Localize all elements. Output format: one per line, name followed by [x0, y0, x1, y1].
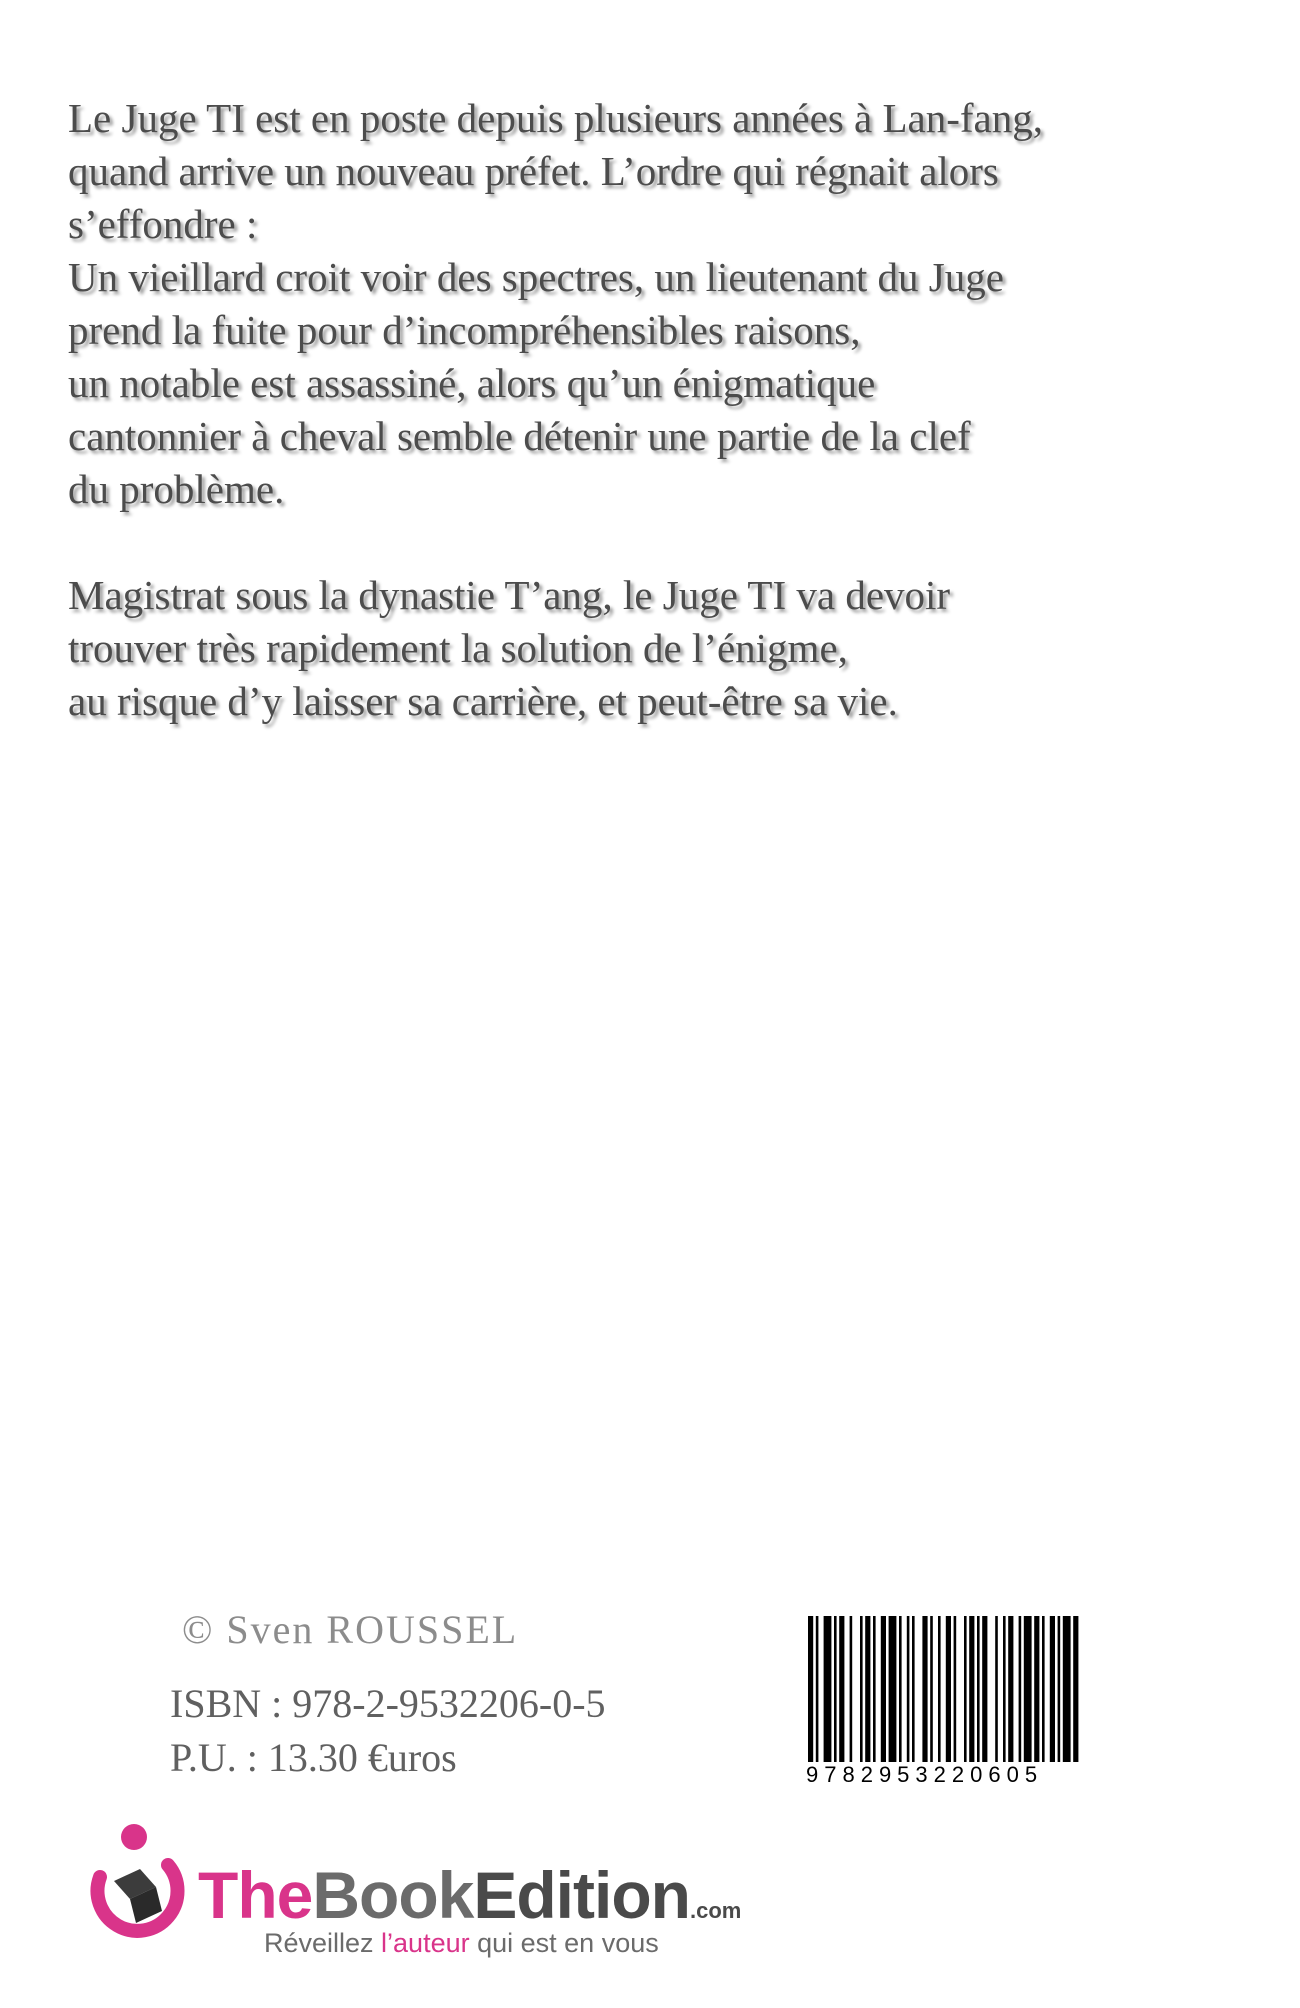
barcode-bar — [946, 1616, 951, 1766]
blurb-line: un notable est assassiné, alors qu’un énigmatique — [68, 360, 876, 406]
barcode-bar — [1058, 1616, 1061, 1766]
barcode-bar — [1050, 1616, 1055, 1766]
isbn-barcode — [804, 1616, 1106, 1787]
isbn-text: ISBN : 978-2-9532206-0-5 — [170, 1681, 606, 1726]
wordmark-edition: Edition — [473, 1858, 690, 1932]
barcode-bar — [839, 1616, 844, 1766]
tagline-start: Réveillez — [264, 1928, 382, 1958]
barcode-bar — [995, 1616, 998, 1766]
blurb-line: s’effondre : — [68, 201, 258, 247]
barcode-bar — [969, 1616, 974, 1766]
barcode-bar — [964, 1616, 967, 1766]
barcode-bar — [881, 1616, 886, 1766]
back-cover-blurb — [68, 92, 1208, 728]
blurb-line: cantonnier à cheval semble détenir une partie de la clef — [68, 413, 971, 459]
barcode-bar — [977, 1616, 980, 1766]
barcode-bar — [824, 1616, 832, 1766]
barcode-bar — [922, 1616, 927, 1766]
barcode-bar — [834, 1616, 837, 1766]
barcode-bar — [930, 1616, 933, 1766]
barcode-number: 9782953220605 — [804, 1762, 1106, 1788]
barcode-bars — [804, 1616, 1106, 1766]
tagline-end: qui est en vous — [469, 1928, 659, 1958]
blurb-line: Un vieillard croit voir des spectres, un lieutenant du Juge — [68, 254, 1004, 300]
price-text: P.U. : 13.30 €uros — [170, 1735, 457, 1780]
copyright-notice: © Sven ROUSSEL — [182, 1607, 519, 1652]
blurb-line: quand arrive un nouveau préfet. L’ordre qui régnait alors — [68, 148, 999, 194]
publisher-logo-icon — [70, 1815, 200, 1945]
barcode-bar — [1024, 1616, 1032, 1766]
barcode-bar — [860, 1616, 863, 1766]
barcode-bar — [1063, 1616, 1071, 1766]
barcode-bar — [912, 1616, 915, 1766]
barcode-bar — [1034, 1616, 1039, 1766]
blurb-line: Le Juge TI est en poste depuis plusieurs années à Lan-fang, — [68, 95, 1043, 141]
wordmark-the: The — [198, 1858, 313, 1932]
wordmark-book: Book — [312, 1858, 474, 1932]
blurb-line: au risque d’y laisser sa carrière, et peut-être sa vie. — [68, 678, 898, 724]
barcode-bar — [816, 1616, 819, 1766]
barcode-bar — [907, 1616, 910, 1766]
publisher-tagline — [264, 1928, 659, 1959]
blurb-line: trouver très rapidement la solution de l’énigme, — [68, 625, 848, 671]
barcode-bar — [982, 1616, 987, 1766]
blurb-line: prend la fuite pour d’incompréhensibles raisons, — [68, 307, 861, 353]
barcode-bar — [850, 1616, 853, 1766]
barcode-bar — [938, 1616, 941, 1766]
blurb-line: du problème. — [68, 466, 285, 512]
barcode-bar — [1003, 1616, 1006, 1766]
barcode-bar — [1073, 1616, 1078, 1766]
barcode-bar — [865, 1616, 870, 1766]
barcode-bar — [954, 1616, 957, 1766]
wordmark-com: .com — [689, 1898, 742, 1923]
tagline-accent: l’auteur — [381, 1928, 470, 1958]
barcode-bar — [1019, 1616, 1022, 1766]
barcode-bar — [889, 1616, 897, 1766]
publisher-wordmark — [198, 1857, 741, 1933]
barcode-bar — [873, 1616, 876, 1766]
blurb-line: Magistrat sous la dynastie T’ang, le Juge TI va devoir — [68, 572, 951, 618]
barcode-bar — [899, 1616, 902, 1766]
barcode-bar — [1042, 1616, 1045, 1766]
barcode-bar — [1008, 1616, 1013, 1766]
barcode-bar — [808, 1616, 813, 1766]
